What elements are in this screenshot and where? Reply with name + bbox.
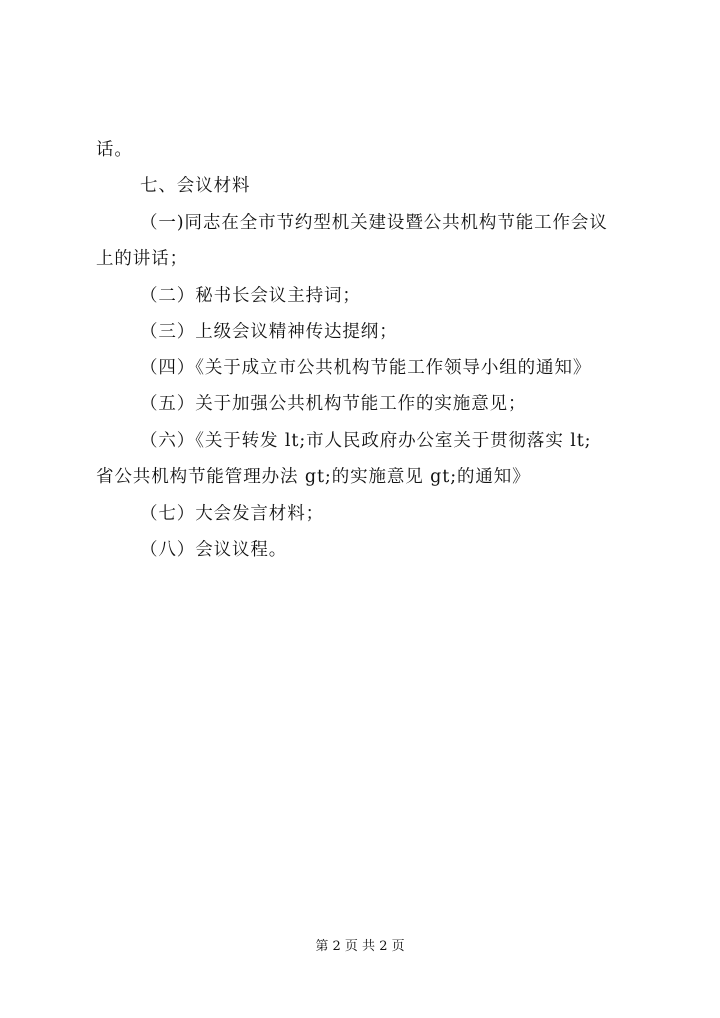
text-line: 话。 bbox=[96, 140, 133, 160]
section-heading: 七、会议材料 bbox=[140, 176, 251, 196]
text-line: （一)同志在全市节约型机关建设暨公共机构节能工作会议 bbox=[140, 213, 608, 233]
text-line: （八）会议议程。 bbox=[140, 540, 288, 560]
text-line: 上的讲话； bbox=[96, 249, 188, 269]
text-line: （七）大会发言材料； bbox=[140, 504, 324, 524]
text-line: 省公共机构节能管理办法 gt;的实施意见 gt;的通知》 bbox=[96, 467, 531, 487]
text-line: （四）《关于成立市公共机构节能工作领导小组的通知》 bbox=[140, 358, 592, 378]
text-line: （二）秘书长会议主持词； bbox=[140, 286, 361, 306]
page-number-footer: 第 2 页 共 2 页 bbox=[315, 939, 405, 954]
text-line: （六）《关于转发 lt;市人民政府办公室关于贯彻落实 lt; bbox=[140, 431, 592, 451]
text-line: （三）上级会议精神传达提纲； bbox=[140, 322, 398, 342]
text-line: （五）关于加强公共机构节能工作的实施意见； bbox=[140, 394, 527, 414]
